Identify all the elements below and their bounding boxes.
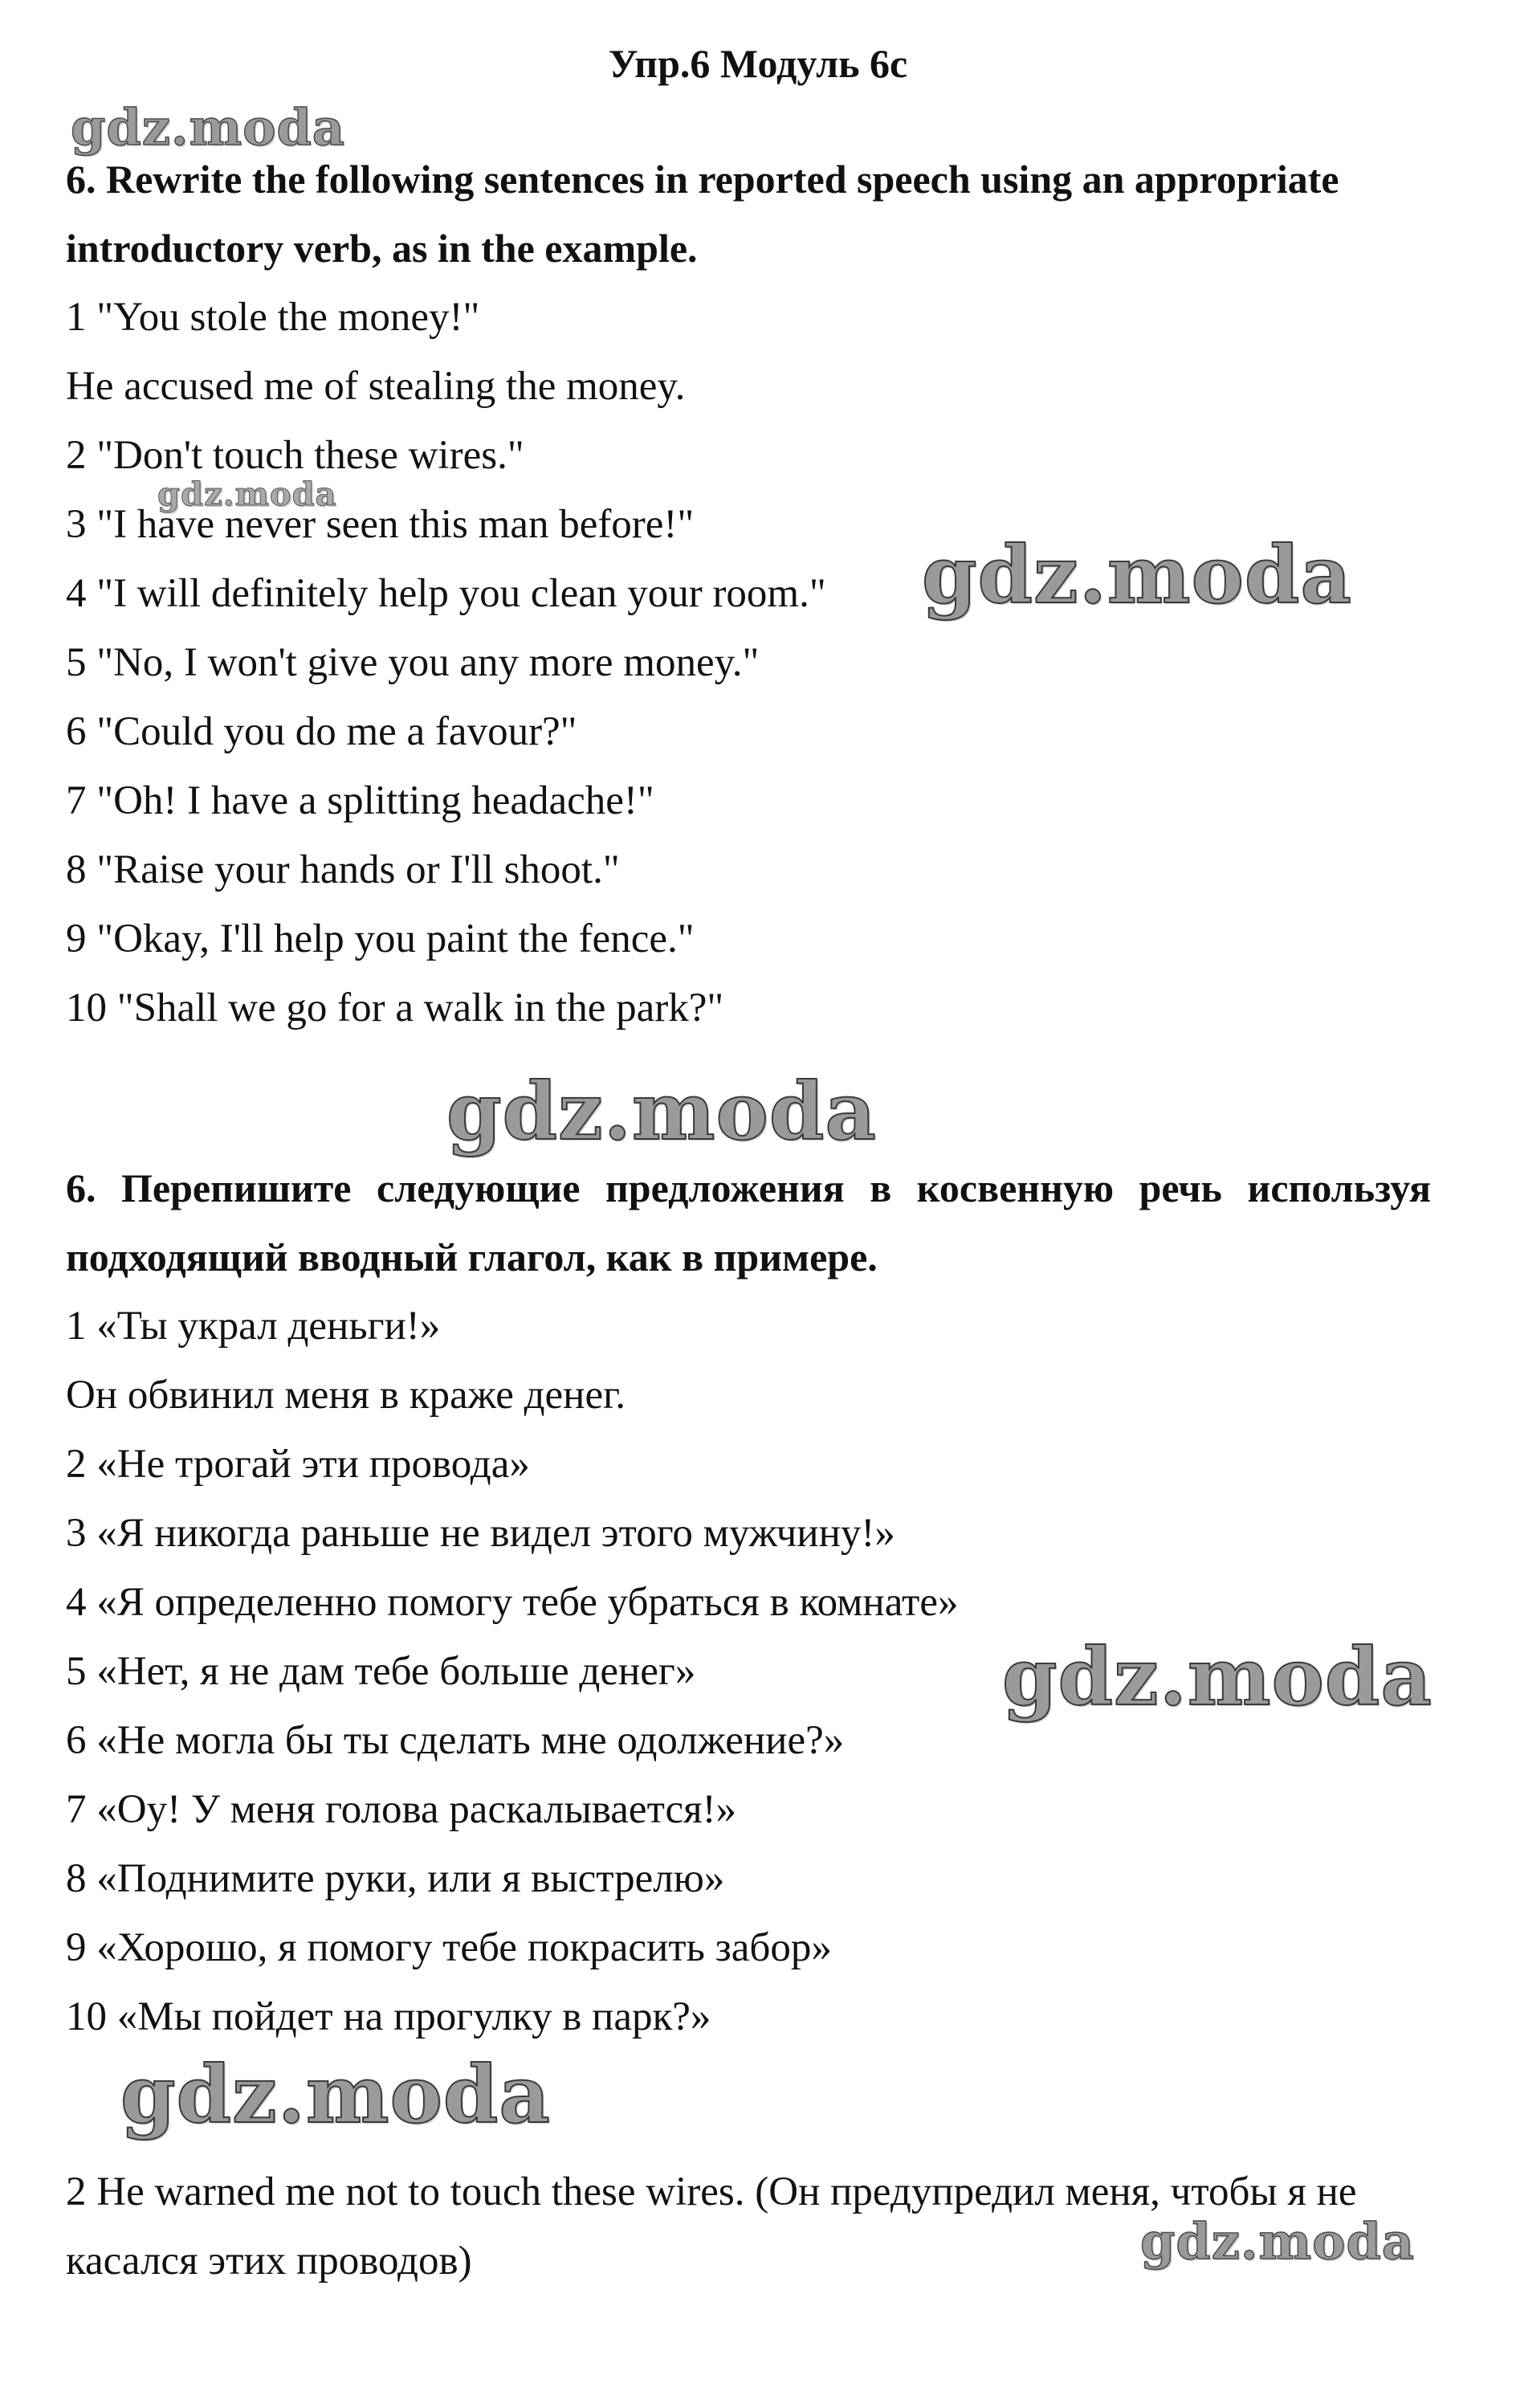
russian-line-5: 5 «Нет, я не дам тебе больше денег» [66, 1649, 696, 1694]
english-heading: 6. Rewrite the following sentences in reported speech using an appropriate introductory verb, as in the example. [66, 157, 1339, 271]
english-line-4: 4 "I will definitely help you clean your room." [66, 571, 826, 616]
watermark-logo: gdz.moda [71, 98, 345, 157]
english-line-8: 8 "Raise your hands or I'll shoot." [66, 847, 620, 892]
russian-example-answer: Он обвинил меня в краже денег. [66, 1373, 626, 1418]
english-line-1: 1 "You stole the money!" [66, 295, 480, 340]
russian-line-7: 7 «Оу! У меня голова раскалывается!» [66, 1787, 737, 1832]
russian-line-2: 2 «Не трогай эти провода» [66, 1442, 530, 1487]
watermark-logo: gdz.moda [1002, 1631, 1432, 1724]
english-line-10: 10 "Shall we go for a walk in the park?" [66, 986, 724, 1031]
watermark-logo: gdz.moda [157, 475, 337, 513]
watermark-logo: gdz.moda [120, 2049, 551, 2141]
russian-line-1: 1 «Ты украл деньги!» [66, 1304, 441, 1349]
english-line-9: 9 "Okay, I'll help you paint the fence." [66, 916, 695, 961]
russian-line-4: 4 «Я определенно помогу тебе убраться в комнате» [66, 1580, 959, 1625]
english-line-3: 3 "I have never seen this man before!" [66, 502, 695, 547]
watermark-logo: gdz.moda [922, 529, 1352, 622]
russian-line-3: 3 «Я никогда раньше не видел этого мужчину!» [66, 1511, 895, 1556]
russian-line-8: 8 «Поднимите руки, или я выстрелю» [66, 1856, 725, 1901]
russian-line-6: 6 «Не могла бы ты сделать мне одолжение?» [66, 1718, 845, 1763]
english-example-answer: He accused me of stealing the money. [66, 364, 686, 409]
page-title: Упр.6 Модуль 6с [608, 41, 908, 86]
russian-section [66, 1153, 1431, 2051]
english-line-2: 2 "Don't touch these wires." [66, 433, 524, 478]
watermark-logo: gdz.moda [446, 1066, 877, 1158]
watermark-logo: gdz.moda [1140, 2212, 1415, 2271]
english-line-7: 7 "Oh! I have a splitting headache!" [66, 778, 654, 823]
russian-line-9: 9 «Хорошо, я помогу тебе покрасить забор» [66, 1925, 832, 1970]
russian-heading: 6. Перепишите следующие предложения в косвенную речь используя подходящий вводный глагол, как в примере. [66, 1165, 1431, 1280]
english-line-5: 5 "No, I won't give you any more money." [66, 640, 760, 685]
answer-text: 2 He warned me not to touch these wires. (Он предупредил меня, чтобы я не касался этих проводов) [66, 2169, 1357, 2284]
english-line-6: 6 "Could you do me a favour?" [66, 709, 577, 754]
russian-line-10: 10 «Мы пойдет на прогулку в парк?» [66, 1994, 711, 2039]
